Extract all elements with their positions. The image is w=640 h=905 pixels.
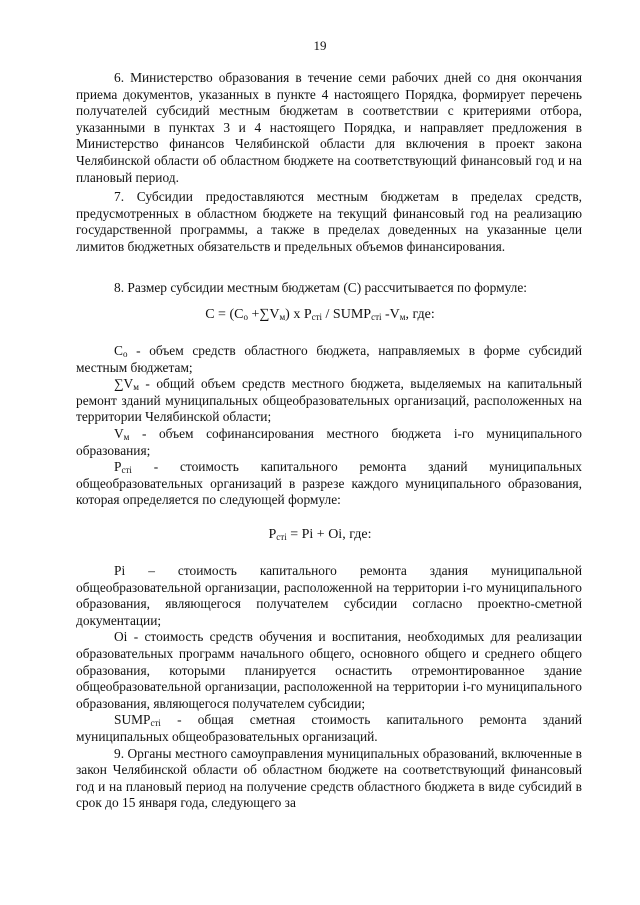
- formula-subsidy: [0, 307, 640, 324]
- formula-subscript: о: [243, 312, 248, 322]
- formula-subscript: сті: [371, 312, 382, 322]
- paragraph-6: 6. Министерство образования в течение семи рабочих дней со дня окончания приема документов, указанных в пункте 4 настоящего Порядка, формирует перечень получателей субсидий местным бюджетам в соответствии с критериями отбора, указанными в пунктах 3 и 4 настоящего Порядка, и направляет предложения в Министерство финансов Челябинской области для включения в проект закона Челябинской области об областном бюджете на соответствующий финансовый год и на плановый период.: [76, 70, 582, 185]
- paragraph-8-block: [76, 280, 582, 297]
- formula-part: -V: [381, 307, 400, 322]
- paragraph-8: 8. Размер субсидии местным бюджетам (С) рассчитывается по формуле:: [114, 280, 528, 295]
- paragraph-6-block: [76, 70, 582, 186]
- definition-sum-vm: $\sum V_м$ - общий объем средств местного бюджета, выделяемых на капитальный ремонт зданий муниципальных общеобразовательных организаций, расположенных на территории Челябинской области;: [76, 376, 582, 425]
- formula-subscript: м: [279, 312, 286, 322]
- definition-oi: Оі - стоимость средств обучения и воспитания, необходимых для реализации образовательных программ начального общего, основного общего и среднего общего образования, которыми планируется оснастить отремонтированное здание общеобразовательной организации, расположенной на территории i-го муниципального образования, являющегося получателем субсидии;: [76, 629, 582, 711]
- page-number: 19: [313, 38, 327, 53]
- paragraph-7-block: [76, 189, 582, 255]
- formula-part: Р: [268, 527, 277, 542]
- formula-part: = Рі + Оі, где:: [286, 527, 372, 542]
- definition-vm: $V_м$ - объем софинансирования местного бюджета i-го муниципального образования;: [76, 425, 582, 458]
- definitions-block-2: [76, 563, 582, 812]
- definition-pi: Рі – стоимость капитального ремонта здания муниципальной общеобразовательной организации, расположенной на территории i-го муниципального образования, являющегося получателем субсидии согласно проектно-сметной документации;: [76, 563, 582, 628]
- formula-subscript: м: [399, 312, 406, 322]
- formula-part: , где:: [405, 307, 435, 322]
- paragraph-9: 9. Органы местного самоуправления муниципальных образований, включенные в закон Челябинской области об областном бюджете на соответствующий финансовый год и на плановый период на получение средств областного бюджета в виде субсидий в срок до 15 января года, следующего за: [76, 745, 582, 811]
- formula-cost: [0, 527, 640, 544]
- definitions-block: [76, 343, 582, 509]
- formula-part: / SUMP: [322, 307, 372, 322]
- formula-subscript: сті: [311, 312, 323, 322]
- formula-subscript: сті: [276, 532, 287, 542]
- definition-sump: $SUMP_{сті}$ - общая сметная стоимость капитального ремонта зданий муниципальных общеобразовательных организаций.: [76, 712, 582, 744]
- definition-psti: $Р_{сті}$ - стоимость капитального ремонта зданий муниципальных общеобразовательных организаций в разрезе каждого муниципального образования, которая определяется по следующей формуле:: [76, 459, 582, 508]
- paragraph-7: 7. Субсидии предоставляются местным бюджетам в пределах средств, предусмотренных в областном бюджете на текущий финансовый год на реализацию государственной программы, а также в пределах доведенных на указанные цели лимитов бюджетных обязательств и предельных объемов финансирования.: [76, 189, 582, 254]
- formula-part: ) х Р: [285, 307, 312, 322]
- definition-co: $С_о$ - объем средств областного бюджета, направляемых в форме субсидий местным бюджетам;: [76, 343, 582, 375]
- formula-part: С = (С: [205, 307, 244, 322]
- formula-part: +∑V: [247, 307, 280, 322]
